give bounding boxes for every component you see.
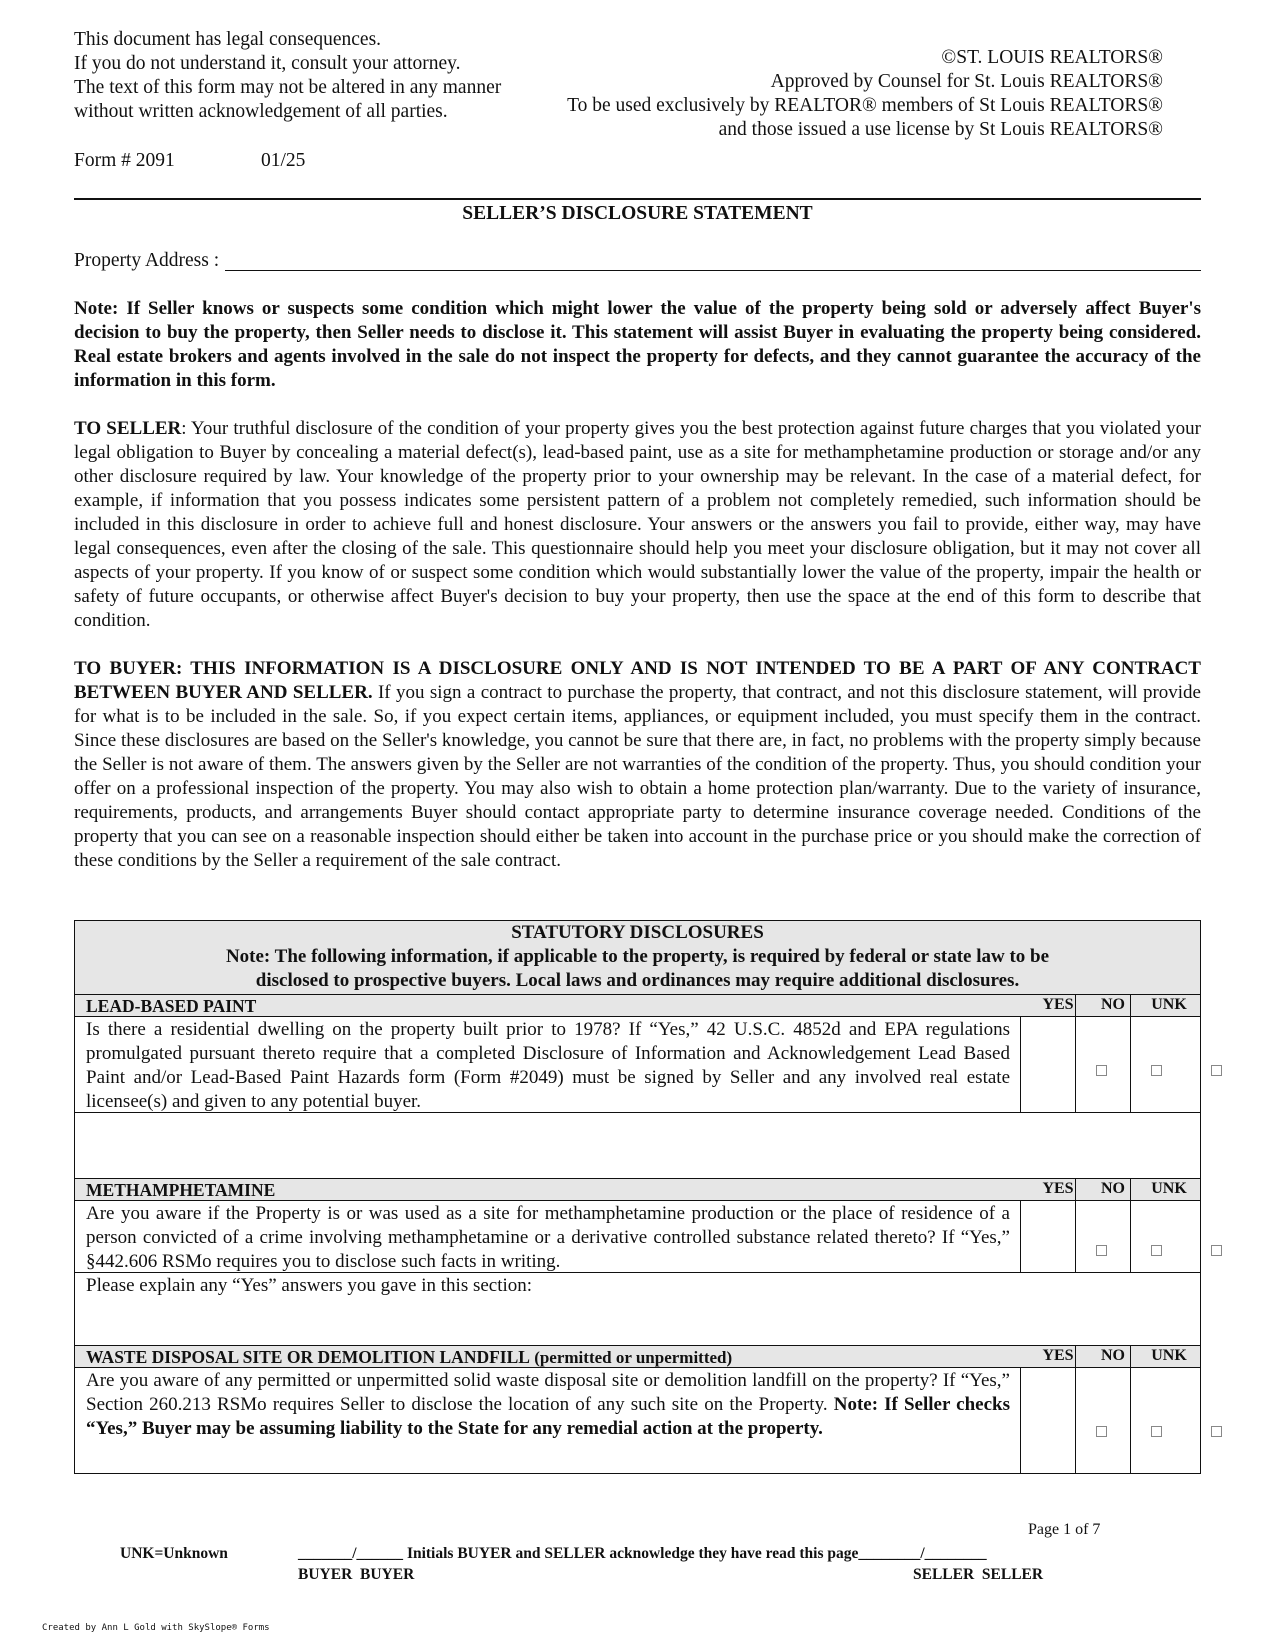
col-no-label: NO [1101, 1347, 1125, 1364]
section-title-text: WASTE DISPOSAL SITE OR DEMOLITION LANDFILL [86, 1347, 530, 1367]
lead-paint-unk-checkbox[interactable] [1211, 1065, 1222, 1076]
form-date: 01/25 [261, 150, 306, 171]
buyer-labels: BUYER BUYER [298, 1566, 415, 1583]
section-header-waste-disposal [75, 1345, 1200, 1368]
to-buyer-paragraph [74, 657, 1201, 873]
section-header-lead-based-paint [75, 994, 1200, 1017]
col-unk-label: UNK [1151, 996, 1187, 1013]
to-buyer-text: If you sign a contract to purchase the property, that contract, and not this disclosure statement, will provide for what is to be included in the sale. So, if you expect certain items, appliances, or equipment included, you must specify them in the contract. Since these disclosures are based on the Seller's knowledge, you cannot be sure that there are, in fact, no problems with the property simply because the Seller is not aware of them. The answers given by the Seller are not warranties of the condition of the property. Thus, you should condition your offer on a professional inspection of the property. You may also wish to obtain a home protection plan/warranty. Due to the variety of insurance, requirements, products, and arrangements Buyer should contact appropriate party to determine insurance coverage needed. Conditions of the property that you can see on a reasonable inspection should either be taken into account in the purchase price or you should make the correction of these conditions by the Seller a requirement of the sale contract. [74, 682, 1201, 871]
form-number: Form # 2091 [74, 150, 175, 171]
statutory-header [75, 921, 1200, 996]
legal-notice-line: without written acknowledgement of all parties. [74, 101, 448, 122]
section-header-methamphetamine [75, 1178, 1200, 1201]
question-text: Are you aware of any permitted or unpermitted solid waste disposal site or demolition landfill on the property? If “Yes,” Section 260.213 RSMo requires Seller to disclose the location of any such site on the Property. [86, 1370, 1010, 1415]
copyright-line: To be used exclusively by REALTOR® members of St Louis REALTORS® [567, 95, 1163, 116]
row-divider [75, 1272, 1200, 1273]
document-title: SELLER’S DISCLOSURE STATEMENT [462, 203, 813, 224]
waste-unk-checkbox[interactable] [1211, 1426, 1222, 1437]
column-divider [1075, 994, 1076, 1112]
legal-notice-line: If you do not understand it, consult your attorney. [74, 53, 461, 74]
to-buyer-label: TO BUYER [74, 658, 176, 679]
created-by-note: Created by Ann L Gold with SkySlope® Forms [42, 1623, 270, 1633]
lead-paint-no-checkbox[interactable] [1151, 1065, 1162, 1076]
to-seller-text: : Your truthful disclosure of the condition of your property gives you the best protection against future charges that you violated your legal obligation to Buyer by concealing a material defect(s), lead-based paint, use as a site for methamphetamine production or storage and/or any other disclosure required by law. Your knowledge of the property prior to your ownership may be relevant. In the case of a material defect, for example, if information that you possess indicates some persistent pattern of a problem not completely remedied, such information should be included in this disclosure in order to achieve full and honest disclosure. Your answers or the answers you fail to provide, either way, may have legal consequences, even after the closing of the sale. This questionnaire should help you meet your disclosure obligation, but it may not cover all aspects of your property. If you know of or suspect some condition which would substantially lower the value of the property, impair the health or safety of future occupants, or otherwise affect Buyer's decision to buy your property, then use the space at the end of this form to describe that condition. [74, 418, 1201, 631]
meth-yes-checkbox[interactable] [1096, 1245, 1107, 1256]
col-yes-label: YES [1042, 1347, 1074, 1364]
question-lead-based-paint: Is there a residential dwelling on the property built prior to 1978? If “Yes,” 42 U.S.C. 4852d and EPA regulations promulgated pursuant thereto require that a completed Disclosure of Information and Acknowledgement Lead Based Paint and/or Lead-Based Paint Hazards form (Form #2049) must be signed by Seller and any involved real estate licensee(s) and given to any potential buyer. [75, 1016, 1021, 1112]
statutory-title: STATUTORY DISCLOSURES [511, 922, 764, 943]
seller-note: Note: If Seller knows or suspects some condition which might lower the value of the property being sold or adversely affect Buyer's decision to buy the property, then Seller needs to disclose it. This statement will assist Buyer in evaluating the property being considered. Real estate brokers and agents involved in the sale do not inspect the property for defects, and they cannot guarantee the accuracy of the information in this form. [74, 298, 1201, 391]
lead-paint-yes-checkbox[interactable] [1096, 1065, 1107, 1076]
waste-yes-checkbox[interactable] [1096, 1426, 1107, 1437]
legal-notice-line: The text of this form may not be altered in any manner [74, 77, 502, 98]
page-number: Page 1 of 7 [1028, 1521, 1101, 1538]
property-address-field[interactable] [225, 250, 1201, 271]
col-no-label: NO [1101, 1180, 1125, 1197]
section-title-suffix: (permitted or unpermitted) [529, 1348, 733, 1367]
column-divider [1130, 994, 1131, 1112]
section-title [86, 1347, 732, 1368]
statutory-disclosures-table [74, 920, 1201, 1474]
col-yes-label: YES [1042, 1180, 1074, 1197]
question-bold-note: Note: If Seller checks “Yes,” Buyer may be assuming liability to the State for any remedial action at the property. [86, 1394, 1010, 1439]
seller-labels: SELLER SELLER [913, 1566, 1044, 1583]
col-no-label: NO [1101, 996, 1125, 1013]
meth-unk-checkbox[interactable] [1211, 1245, 1222, 1256]
explain-methamphetamine: Please explain any “Yes” answers you gave in this section: [86, 1275, 533, 1296]
col-unk-label: UNK [1151, 1180, 1187, 1197]
legal-notice [74, 28, 501, 124]
initials-line [298, 1545, 987, 1563]
header-divider [74, 198, 1201, 200]
to-seller-paragraph [74, 417, 1201, 633]
legal-notice-line: This document has legal consequences. [74, 29, 382, 50]
section-title: METHAMPHETAMINE [86, 1180, 276, 1200]
question-waste-disposal [75, 1367, 1021, 1473]
buyer-initials-blanks[interactable]: _______/______ [298, 1545, 404, 1562]
property-address-label: Property Address : [74, 250, 220, 271]
property-address-row [74, 250, 1201, 272]
to-seller-label: TO SELLER [74, 418, 182, 439]
copyright-line: ©ST. LOUIS REALTORS® [941, 47, 1163, 68]
to-buyer-bold-text: : THIS INFORMATION IS A DISCLOSURE ONLY AND IS NOT INTENDED TO BE A PART OF ANY CONTRACT BETWEEN BUYER AND SELLER. [74, 658, 1201, 703]
seller-initials-blanks[interactable]: ________/________ [858, 1545, 987, 1562]
meth-no-checkbox[interactable] [1151, 1245, 1162, 1256]
question-methamphetamine: Are you aware if the Property is or was used as a site for methamphetamine production or the place of residence of a person convicted of a crime involving methamphetamine or a derivative controlled substance related thereto? If “Yes,” §442.606 RSMo requires you to disclose such facts in writing. [75, 1200, 1021, 1272]
copyright-line: and those issued a use license by St Louis REALTORS® [718, 119, 1163, 140]
unk-legend: UNK=Unknown [120, 1545, 228, 1562]
waste-no-checkbox[interactable] [1151, 1426, 1162, 1437]
row-divider [75, 1112, 1200, 1113]
copyright-block [567, 46, 1163, 142]
col-yes-label: YES [1042, 996, 1074, 1013]
column-divider [1075, 1178, 1076, 1272]
col-unk-label: UNK [1151, 1347, 1187, 1364]
statutory-note-line: disclosed to prospective buyers. Local laws and ordinances may require additional disclosures. [255, 970, 1020, 991]
copyright-line: Approved by Counsel for St. Louis REALTORS® [770, 71, 1163, 92]
column-divider [1130, 1345, 1131, 1473]
statutory-note-line: Note: The following information, if applicable to the property, is required by federal or state law to be [225, 946, 1050, 967]
initials-text: Initials BUYER and SELLER acknowledge they have read this page [406, 1545, 859, 1562]
column-divider [1130, 1178, 1131, 1272]
section-title: LEAD-BASED PAINT [86, 996, 257, 1016]
column-divider [1075, 1345, 1076, 1473]
